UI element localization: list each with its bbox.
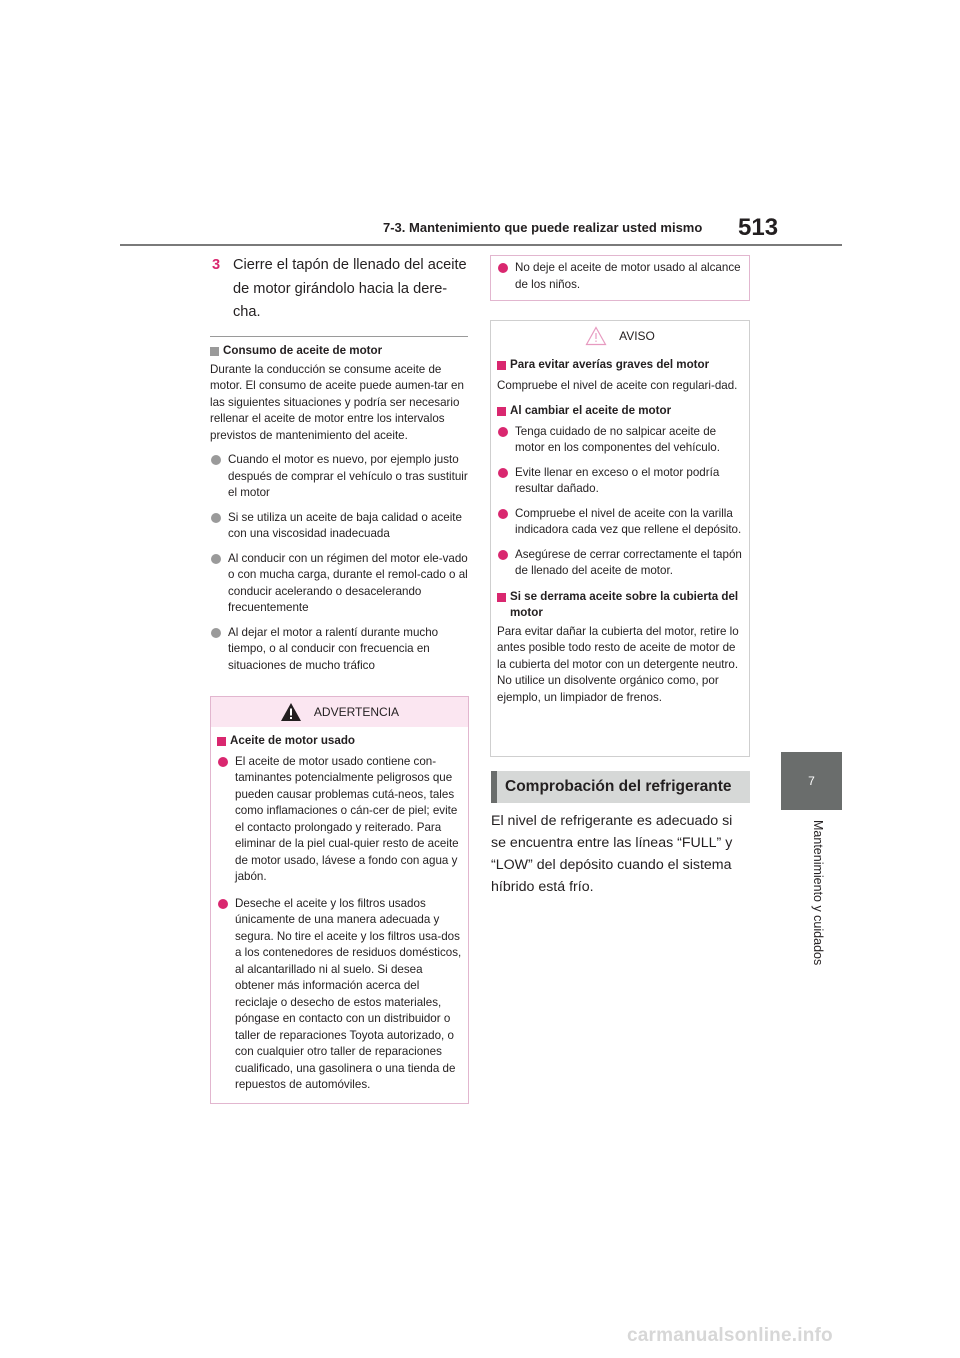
bullet-dot-icon [211, 554, 221, 564]
bullet-dot-icon [218, 899, 228, 909]
notice-heading-oil-spill: Si se derrama aceite sobre la cubierta del motor [497, 589, 743, 622]
warning-continuation-box [490, 255, 750, 301]
section-header-title: 7-3. Mantenimiento que puede realizar usted mismo [383, 220, 703, 235]
warning-box-header [211, 697, 468, 727]
list-item: Tenga cuidado de no salpicar aceite de motor en los componentes del vehículo. [497, 424, 743, 457]
list-item: Deseche el aceite y los filtros usados únicamente de una manera adecuada y segura. No tire el aceite y los filtros usa-dos a los contenedores de residuos domésticos, al alcantarillado ni al suelo. Si desea obtener más información acerca del reciclaje o desecho de estos materiales, póngase en contacto con un distribuidor o taller de reparaciones Toyota autorizado, o con cualquier otro taller de reparaciones cualificado, una gasolinera o una tienda de repuestos de automóviles. [217, 896, 462, 1094]
list-item: No deje el aceite de motor usado al alcance de los niños. [497, 260, 743, 293]
list-item: Compruebe el nivel de aceite con la varilla indicadora cada vez que rellene el depósito. [497, 506, 743, 539]
notice-text-severe-damage: Compruebe el nivel de aceite con regulari-dad. [497, 378, 738, 392]
list-item: Si se utiliza un aceite de baja calidad o aceite con una viscosidad inadecuada [210, 510, 468, 543]
chapter-number: 7 [808, 774, 815, 788]
bullet-dot-icon [498, 468, 508, 478]
bullet-dot-icon [498, 263, 508, 273]
oil-consumption-heading: Consumo de aceite de motor [210, 343, 468, 360]
square-bullet-icon [497, 407, 506, 416]
step-text: Cierre el tapón de llenado del aceite de motor girándolo hacia la dere-cha. [233, 257, 467, 320]
warning-triangle-icon [280, 702, 302, 722]
notice-box-header [491, 321, 749, 351]
bullet-dot-icon [211, 513, 221, 523]
used-oil-heading: Aceite de motor usado [217, 733, 462, 750]
notice-title: AVISO [619, 329, 655, 343]
list-item: El aceite de motor usado contiene con-taminantes potencialmente peligrosos que pueden causar problemas cutá-neos, tales como inflamaciones o cán-cer de piel; evite el contacto prolongado y reiterado. Para eliminar de la piel cual-quier resto de aceite de motor usado, lávese a fondo con agua y jabón. [217, 754, 462, 886]
bullet-dot-icon [498, 550, 508, 560]
bullet-dot-icon [218, 757, 228, 767]
notice-text-oil-spill: Para evitar dañar la cubierta del motor, retire lo antes posible todo resto de aceite de motor de la cubierta del motor con un detergente neutro. No utilice un disolvente orgánico como, por ejemplo, un limpiador de frenos. [497, 624, 739, 704]
page-number: 513 [738, 214, 779, 241]
list-item: Asegúrese de cerrar correctamente el tapón de llenado del aceite de motor. [497, 547, 743, 580]
list-item: Al conducir con un régimen del motor ele-vado o con mucha carga, durante el remol-cado o al conducir acelerando o desacelerando frecuentemente [210, 551, 468, 617]
warning-title: ADVERTENCIA [313, 705, 400, 719]
square-bullet-icon [497, 593, 506, 602]
notice-heading-oil-change: Al cambiar el aceite de motor [497, 403, 743, 420]
bullet-dot-icon [498, 509, 508, 519]
footer-watermark: carmanualsonline.info [627, 1325, 833, 1346]
step-number: 3 [212, 257, 221, 273]
step-3 [212, 254, 470, 325]
list-item: Evite llenar en exceso o el motor podría resultar dañado. [497, 465, 743, 498]
notice-box [490, 320, 750, 757]
chapter-tab [781, 752, 842, 810]
caution-triangle-outline-icon [585, 326, 607, 346]
header-rule [120, 244, 842, 246]
bullet-dot-icon [211, 455, 221, 465]
square-bullet-icon [210, 347, 219, 356]
notice-heading-severe-damage: Para evitar averías graves del motor [497, 357, 743, 374]
bullet-dot-icon [211, 628, 221, 638]
section-divider [210, 336, 468, 337]
oil-consumption-section [210, 343, 468, 674]
warning-continuation-body [491, 256, 749, 301]
coolant-section-title: Comprobación del refrigerante [491, 771, 750, 803]
warning-box [210, 696, 469, 1104]
square-bullet-icon [497, 361, 506, 370]
list-item: Al dejar el motor a ralentí durante mucho tiempo, o al conducir con frecuencia en situaciones de mucho tráfico [210, 625, 468, 675]
chapter-side-title: Mantenimiento y cuidados [811, 820, 825, 966]
bullet-dot-icon [498, 427, 508, 437]
warning-box-body [211, 727, 468, 1102]
coolant-text: El nivel de refrigerante es adecuado si se encuentra entre las líneas “FULL” y “LOW” del depósito cuando el sistema híbrido está frío. [491, 813, 733, 895]
oil-consumption-intro: Durante la conducción se consume aceite de motor. El consumo de aceite puede aumen-tar en las siguientes situaciones y podría ser necesario rellenar el aceite de motor entre los intervalos previstos de mantenimiento del aceite. [210, 362, 464, 442]
notice-box-body [491, 351, 749, 714]
square-bullet-icon [217, 737, 226, 746]
list-item: Cuando el motor es nuevo, por ejemplo justo después de comprar el vehículo o tras sustituir el motor [210, 452, 468, 502]
